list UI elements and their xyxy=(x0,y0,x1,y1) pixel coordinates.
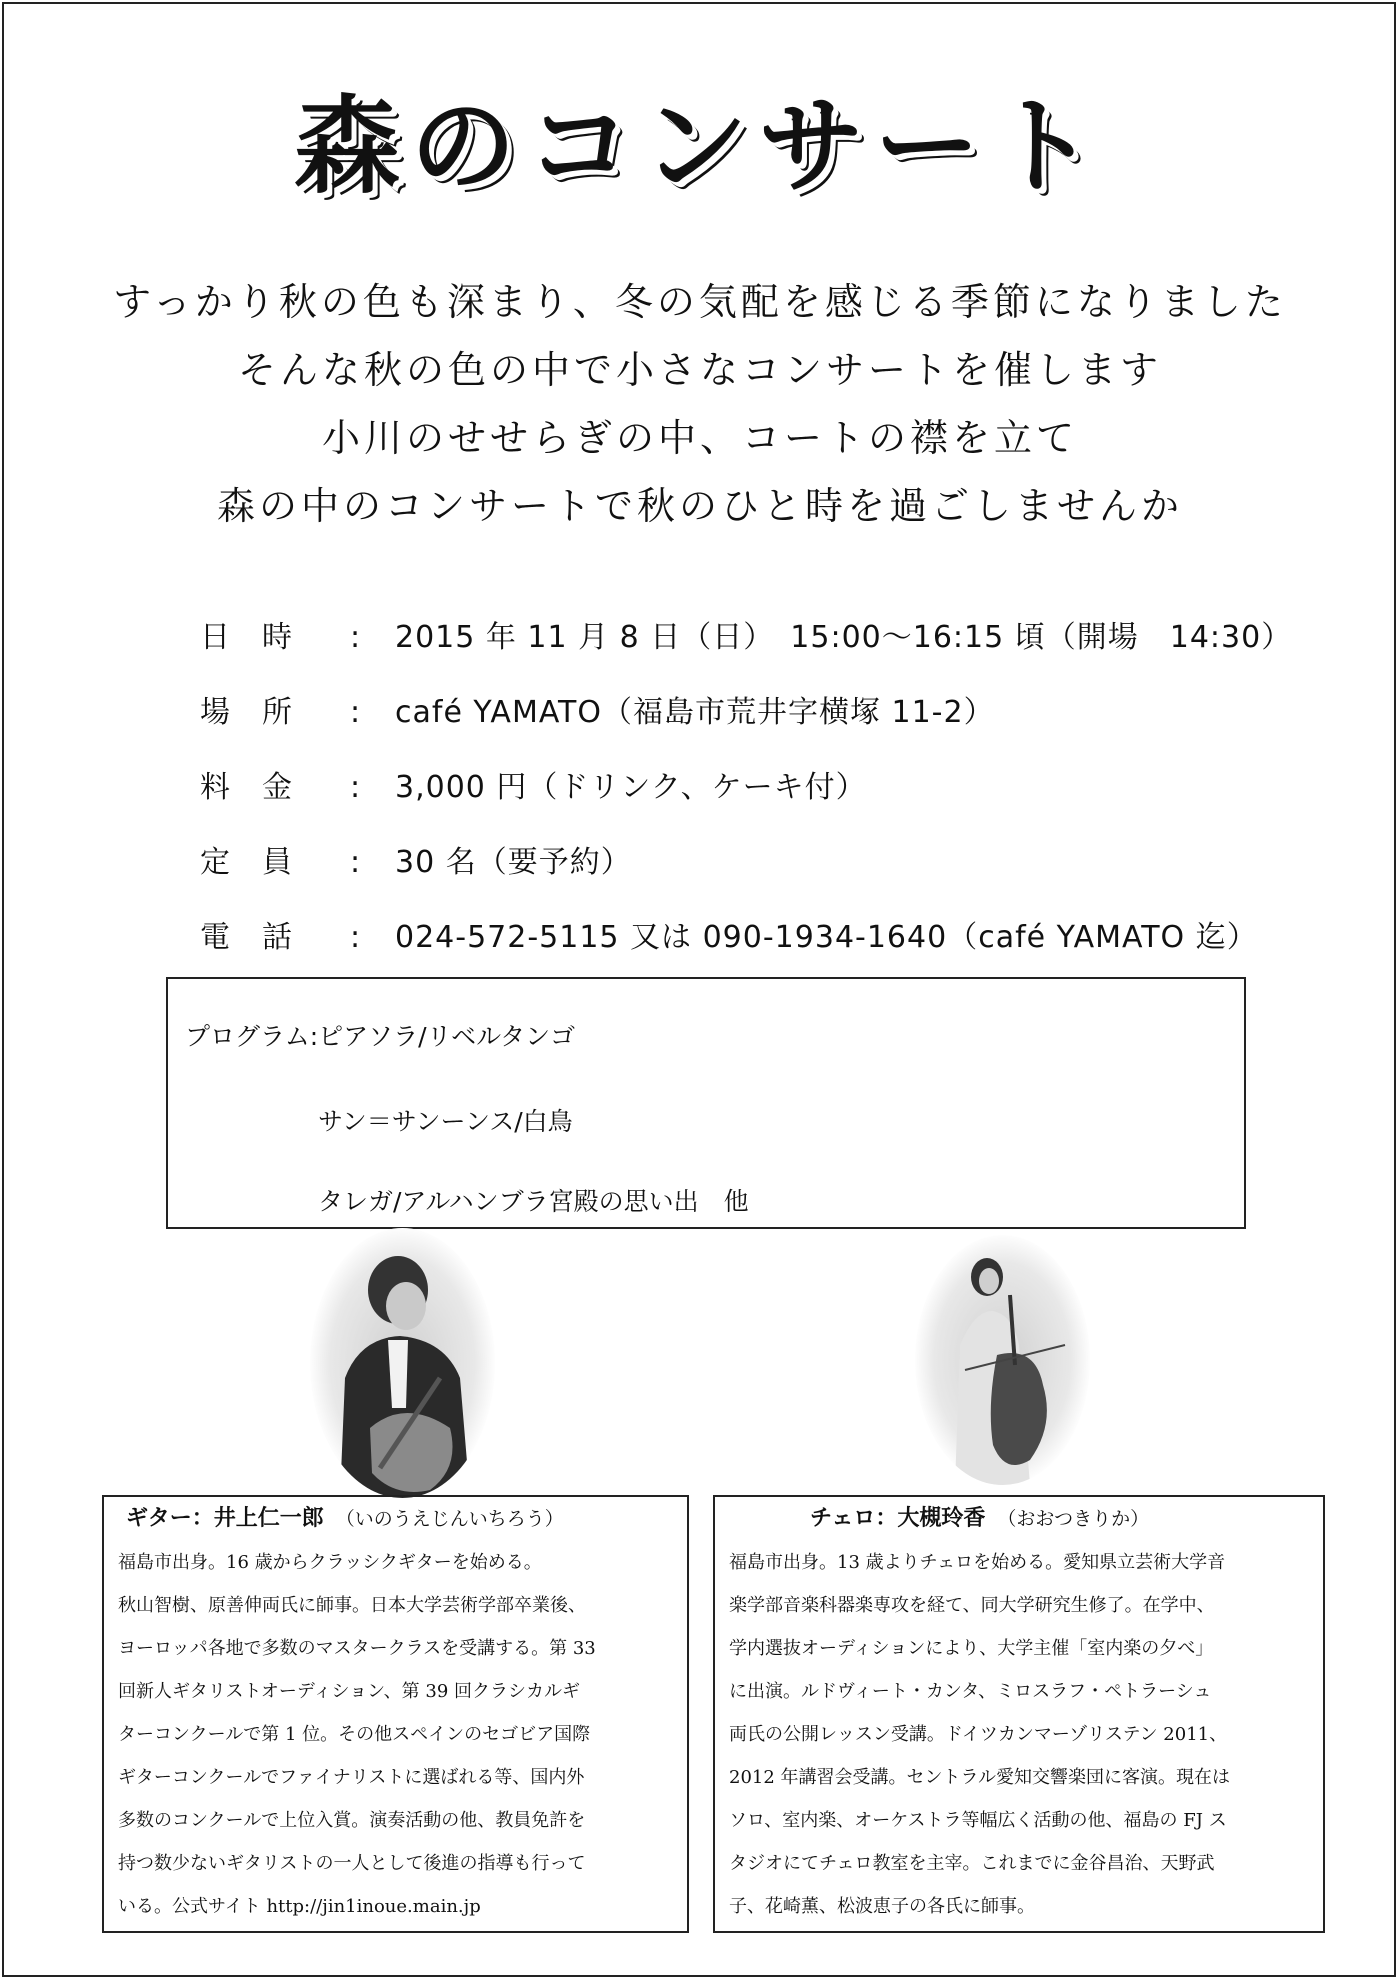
detail-value: 30 名（要予約） xyxy=(395,845,632,880)
bio-line: タジオにてチェロ教室を主宰。これまでに金谷昌治、天野武 xyxy=(729,1853,1215,1874)
detail-label: 電話 xyxy=(200,920,324,955)
guitarist-name: ギター：井上仁一郎 xyxy=(126,1506,324,1531)
detail-label: 料金 xyxy=(200,770,324,805)
cellist-reading: （おおつきりか） xyxy=(997,1508,1150,1530)
detail-colon: : xyxy=(350,920,361,955)
intro-line: 森の中のコンサートで秋のひと時を過ごしませんか xyxy=(216,484,1183,528)
program-line: プログラム:ピアソラ/リベルタンゴ xyxy=(185,1022,576,1051)
detail-value: 3,000 円（ドリンク、ケーキ付） xyxy=(395,770,867,805)
guitarist-silhouette xyxy=(310,1228,495,1498)
detail-row-fee xyxy=(200,756,1350,831)
bio-line: 2012 年講習会受講。セントラル愛知交響楽団に客演。現在は xyxy=(729,1767,1230,1788)
intro-line: そんな秋の色の中で小さなコンサートを催します xyxy=(237,348,1162,392)
detail-colon: : xyxy=(350,695,361,730)
guitarist-reading: （いのうえじんいちろう） xyxy=(335,1508,564,1530)
bio-line: ヨーロッパ各地で多数のマスタークラスを受講する。第 33 xyxy=(118,1638,596,1659)
bio-line: 両氏の公開レッスン受講。ドイツカンマーゾリステン 2011、 xyxy=(729,1724,1228,1745)
detail-colon: : xyxy=(350,845,361,880)
bio-line: 持つ数少ないギタリストの一人として後進の指導も行って xyxy=(118,1853,586,1874)
detail-value: 024-572-5115 又は 090-1934-1640（café YAMATO 迄） xyxy=(395,920,1258,955)
intro-line: 小川のせせらぎの中、コートの襟を立て xyxy=(321,416,1078,460)
bio-line: いる。公式サイト http://jin1inoue.main.jp xyxy=(118,1896,481,1917)
bio-line: 福島市出身。13 歳よりチェロを始める。愛知県立芸術大学音 xyxy=(729,1552,1226,1573)
detail-label: 定員 xyxy=(200,845,324,880)
page-title: 森のコンサート xyxy=(294,83,1106,208)
cellist-silhouette xyxy=(915,1235,1090,1485)
intro-text xyxy=(0,268,1400,540)
bio-line: 多数のコンクールで上位入賞。演奏活動の他、教員免許を xyxy=(118,1810,586,1831)
bio-line: 楽学部音楽科器楽専攻を経て、同大学研究生修了。在学中、 xyxy=(729,1595,1215,1616)
cellist-bio xyxy=(715,1541,1323,1928)
program-box xyxy=(166,977,1246,1229)
cellist-photo xyxy=(915,1235,1090,1485)
detail-colon: : xyxy=(350,620,361,655)
detail-row-phone xyxy=(200,906,1350,981)
bio-line: 学内選抜オーディションにより、大学主催「室内楽の夕べ」 xyxy=(729,1638,1214,1659)
detail-value: 2015 年 11 月 8 日（日） 15:00～16:15 頃（開場 14:30） xyxy=(395,620,1293,655)
detail-colon: : xyxy=(350,770,361,805)
guitarist-photo xyxy=(310,1228,495,1498)
detail-row-datetime xyxy=(200,606,1350,681)
bio-line: に出演。ルドヴィート・カンタ、ミロスラフ・ペトラーシュ xyxy=(729,1681,1212,1702)
bio-line: 回新人ギタリストオーディション、第 39 回クラシカルギ xyxy=(118,1681,581,1702)
intro-line: すっかり秋の色も深まり、冬の気配を感じる季節になりました xyxy=(113,280,1287,324)
detail-label: 場所 xyxy=(200,695,324,730)
cellist-heading xyxy=(715,1497,1323,1541)
guitarist-bio-box xyxy=(102,1495,689,1933)
program-line: サン＝サンーンス/白鳥 xyxy=(318,1107,573,1136)
guitarist-bio xyxy=(104,1541,687,1928)
detail-label: 日時 xyxy=(200,620,324,655)
program-line: タレガ/アルハンブラ宮殿の思い出 他 xyxy=(318,1187,749,1216)
cellist-bio-box xyxy=(713,1495,1325,1933)
bio-line: 子、花崎薫、松波恵子の各氏に師事。 xyxy=(729,1896,1035,1917)
bio-line: 福島市出身。16 歳からクラッシクギターを始める。 xyxy=(118,1552,542,1573)
guitarist-heading xyxy=(104,1497,687,1541)
detail-row-capacity xyxy=(200,831,1350,906)
bio-line: ターコンクールで第 1 位。その他スペインのセゴビア国際 xyxy=(118,1724,591,1745)
detail-value: café YAMATO（福島市荒井字横塚 11-2） xyxy=(395,695,995,730)
cellist-name: チェロ：大槻玲香 xyxy=(810,1506,986,1531)
bio-line: ソロ、室内楽、オーケストラ等幅広く活動の他、福島の FJ ス xyxy=(729,1810,1227,1831)
bio-line: ギターコンクールでファイナリストに選ばれる等、国内外 xyxy=(118,1767,585,1788)
detail-row-venue xyxy=(200,681,1350,756)
bio-line: 秋山智樹、原善伸両氏に師事。日本大学芸術学部卒業後、 xyxy=(118,1595,586,1616)
event-details xyxy=(200,606,1350,981)
